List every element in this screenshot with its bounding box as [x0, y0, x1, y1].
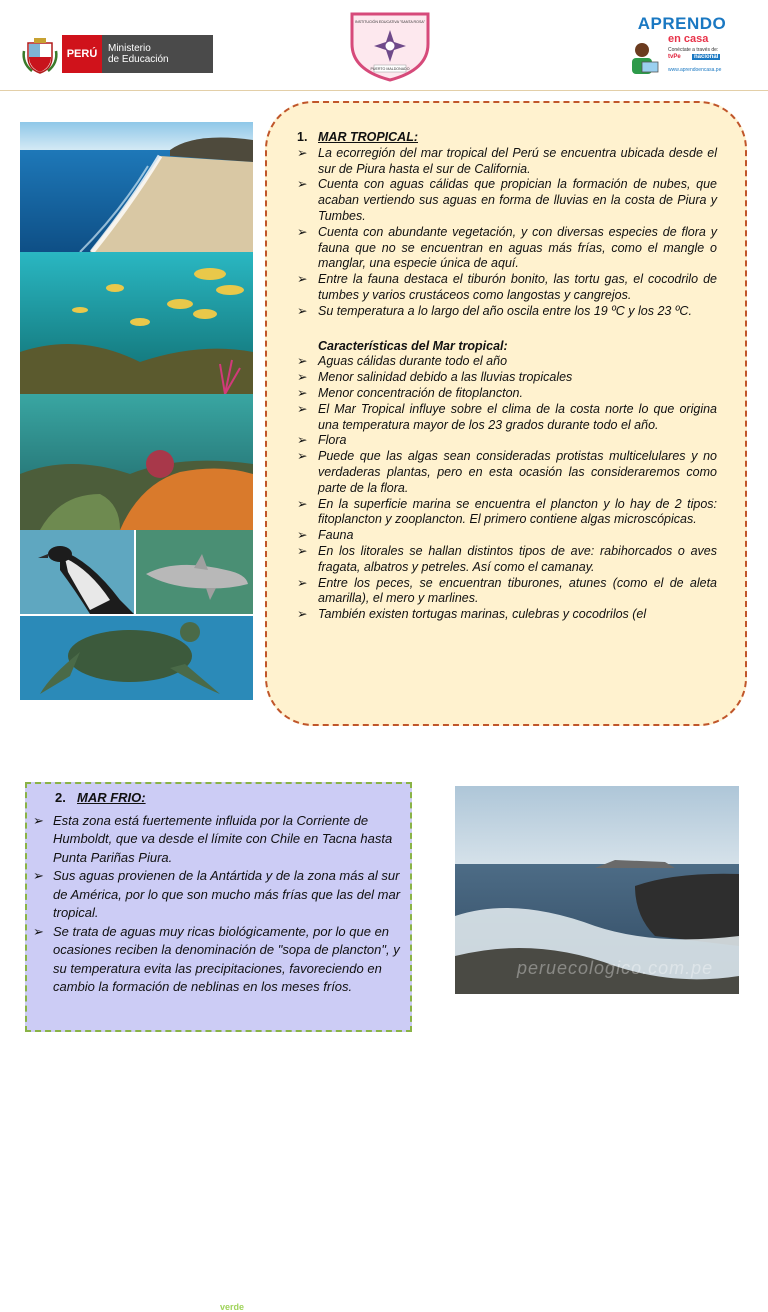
arrow-bullet-icon: ➢ — [297, 401, 308, 416]
arrow-bullet-icon: ➢ — [297, 145, 308, 160]
coral-reef-photo — [20, 394, 253, 530]
cold-sea-coast-photo — [455, 786, 739, 994]
crest-line-2: PUERTO MALDONADO — [370, 67, 410, 71]
tropical-subtitle: Características del Mar tropical: — [318, 338, 508, 353]
tropical-item — [297, 177, 717, 224]
cold-item-text: Esta zona está fuertemente influida por la Corriente de Humboldt, que va desde el límite con Chile en Tacna hasta Punta Pariñas Piura. — [53, 812, 393, 865]
tropical-feature-item-text: Aguas cálidas durante todo el año — [318, 354, 508, 369]
tropical-feature-item-text: Menor salinidad debido a las lluvias tropicales — [318, 370, 573, 385]
tropical-sea-box — [265, 101, 747, 726]
arrow-bullet-icon: ➢ — [33, 923, 44, 939]
ministry-line-2: de Educación — [108, 54, 169, 65]
tropical-sea-content — [297, 130, 717, 720]
tropical-item-text: Cuenta con abundante vegetación, y con diversas especies de flora y fauna que no se encuentran en aguas más frías, como el mangle o manglar, una especie única de aquí. — [318, 224, 717, 271]
tropical-feature-item-text: También existen tortugas marinas, culebras y cocodrilos (el — [318, 607, 647, 622]
tropical-feature-item-text: Entre los peces, se encuentran tiburones, atunes (como el de aleta amarilla), el mero y marlines. — [318, 575, 717, 606]
tropical-feature-item-text: En los litorales se hallan distintos tipos de ave: rabihorcados o aves fragata, albatros y petreles. Así como el camanay. — [318, 543, 717, 574]
school-crest-icon — [348, 10, 432, 82]
cold-list — [33, 812, 405, 997]
arrow-bullet-icon: ➢ — [297, 272, 308, 287]
tropical-item-text: La ecorregión del mar tropical del Perú se encuentra ubicada desde el sur de Piura hasta el sur de California. — [318, 145, 717, 176]
cold-item — [33, 812, 405, 868]
peru-label: PERÚ — [62, 35, 102, 73]
aprendo-tagline: Conéctate a través de: — [668, 47, 719, 53]
arrow-bullet-icon: ➢ — [297, 607, 308, 622]
tropical-feature-item — [297, 449, 717, 496]
tropical-item-text: Su temperatura a lo largo del año oscila entre los 19 ºC y los 23 ºC. — [318, 303, 692, 318]
aprendo-en-casa-logo — [626, 14, 738, 78]
tropical-feature-item — [297, 386, 717, 402]
tropical-feature-item-text: Menor concentración de fitoplancton. — [318, 385, 523, 400]
arrow-bullet-icon: ➢ — [297, 177, 308, 192]
tropical-feature-item — [297, 354, 717, 370]
ecologia-verde-watermark: Ecología verde — [180, 1302, 245, 1312]
tropical-item — [297, 272, 717, 304]
tropical-feature-item-text: El Mar Tropical influye sobre el clima de la costa norte lo que origina una temperatura mayor de los 23 grados durante todo el año. — [318, 401, 717, 432]
tropical-feature-item — [297, 433, 717, 449]
tropical-reef-fish-photo — [20, 252, 253, 394]
tropical-item-text: Cuenta con aguas cálidas que propician la formación de nubes, que acaban vertiendo sus aguas en forma de lluvias en la costa de Piura y Tumbes. — [318, 177, 717, 223]
tropical-beach-photo — [20, 122, 253, 252]
tropical-features-list — [297, 354, 717, 623]
tropical-number: 1. — [297, 130, 308, 144]
tropical-feature-item-text: Flora — [318, 433, 347, 448]
tropical-feature-item — [297, 402, 717, 434]
tropical-item — [297, 146, 717, 178]
arrow-bullet-icon: ➢ — [297, 433, 308, 448]
arrow-bullet-icon: ➢ — [297, 370, 308, 385]
arrow-bullet-icon: ➢ — [297, 303, 308, 318]
arrow-bullet-icon: ➢ — [297, 224, 308, 239]
tropical-feature-item — [297, 576, 717, 608]
tropical-feature-item — [297, 607, 717, 623]
humboldt-penguin-photo — [20, 530, 134, 614]
tropical-title: MAR TROPICAL: — [318, 130, 418, 144]
cold-heading — [55, 789, 405, 808]
tropical-feature-item — [297, 370, 717, 386]
peru-coat-of-arms-icon — [22, 37, 58, 75]
student-icon — [628, 40, 660, 76]
ministry-label — [102, 35, 213, 73]
cold-item — [33, 923, 405, 997]
tropical-feature-item — [297, 544, 717, 576]
tropical-item — [297, 304, 717, 320]
tropical-feature-item — [297, 497, 717, 529]
cold-title: MAR FRIO: — [77, 790, 146, 805]
arrow-bullet-icon: ➢ — [297, 528, 308, 543]
arrow-bullet-icon: ➢ — [33, 812, 44, 828]
tropical-item-text: Entre la fauna destaca el tiburón bonito, las tortu gas, el cocodrilo de tumbes y varios crustáceos como langostas y cangrejos. — [318, 272, 717, 302]
arrow-bullet-icon: ➢ — [297, 354, 308, 369]
tropical-feature-item-text: En la superficie marina se encuentra el plancton y lo hay de 2 tipos: fitoplancton y zooplancton. El primero contiene algas microscópicas. — [318, 496, 717, 527]
aprendo-title: APRENDO — [637, 14, 727, 33]
cold-item-text: Sus aguas provienen de la Antártida y de la zona más al sur de América, por lo que son mucho más frías que las del mar tropical. — [53, 868, 401, 920]
arrow-bullet-icon: ➢ — [297, 385, 308, 400]
arrow-bullet-icon: ➢ — [33, 868, 44, 883]
arrow-bullet-icon: ➢ — [297, 543, 308, 558]
aprendo-url: www.aprendoencasa.pe — [668, 67, 722, 73]
cold-item-text: Se trata de aguas muy ricas biológicamente, por lo que en ocasiones reciben la denominación de "sopa de plancton", y su temperatura evita las precipitaciones, favoreciendo en cambio la formación de neblinas en los meses fríos. — [53, 923, 400, 994]
radio-nacional-logo: nacional — [694, 54, 719, 60]
page-header — [0, 0, 768, 92]
tropical-feature-item-text: Puede que las algas sean consideradas protistas multicelulares y no verdaderas plantas, pero en esta ocasión las consideraremos como parte de la flora. — [318, 449, 717, 495]
tropical-heading — [297, 130, 717, 146]
crest-line-1: INSTITUCIÓN EDUCATIVA "SANTA ROSA" — [354, 20, 426, 24]
ministry-logo — [62, 35, 213, 73]
tropical-feature-item-text: Fauna — [318, 528, 354, 543]
source-watermark: peruecologico.com.pe — [517, 958, 714, 978]
tropical-list — [297, 146, 717, 320]
cold-sea-box — [25, 782, 412, 1032]
header-divider — [0, 90, 768, 91]
tvpe-logo: tvPe — [668, 54, 681, 60]
tropical-feature-item — [297, 528, 717, 544]
dolphin-photo — [136, 530, 253, 614]
arrow-bullet-icon: ➢ — [297, 449, 308, 464]
tropical-item — [297, 225, 717, 272]
arrow-bullet-icon: ➢ — [297, 496, 308, 511]
cold-number: 2. — [55, 790, 66, 805]
aprendo-subtitle: en casa — [668, 33, 709, 45]
cold-sea-content — [33, 789, 405, 997]
arrow-bullet-icon: ➢ — [297, 575, 308, 590]
ministry-line-1: Ministerio — [108, 43, 151, 54]
cold-item — [33, 867, 405, 923]
